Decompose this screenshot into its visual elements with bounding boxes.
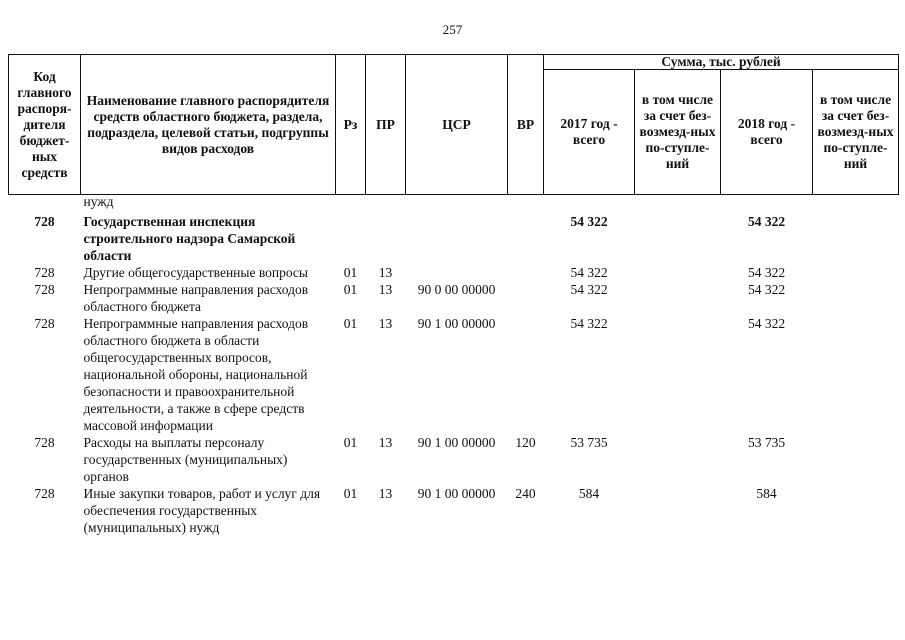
cell-2018-total: 584 xyxy=(756,486,777,501)
cell-pr: 13 xyxy=(378,316,393,331)
cell-2017-grants xyxy=(635,264,721,281)
header-2017-grants: в том числе за счет без-возмезд-ных по-ступле-ний xyxy=(635,70,721,195)
cell-code: 728 xyxy=(34,265,55,280)
cell-csr: 90 1 00 00000 xyxy=(417,435,496,450)
cell-vr xyxy=(508,264,544,281)
header-name: Наименование главного распорядителя средств областного бюджета, раздела, подраздела, целевой статьи, подгруппы видов расходов xyxy=(81,55,336,195)
cell-vr: 240 xyxy=(515,486,536,501)
cell-code: 728 xyxy=(34,214,55,229)
cell-rz: 01 xyxy=(343,282,358,297)
cell-2018-grants xyxy=(813,195,899,210)
cell-2018-total: 54 322 xyxy=(747,282,786,297)
cell-pr: 13 xyxy=(378,265,393,280)
header-code: Код главного распоря-дителя бюджет-ных средств xyxy=(9,55,81,195)
cell-2017-total: 584 xyxy=(578,486,600,501)
cell-rz: 01 xyxy=(343,486,358,501)
cell-code: 728 xyxy=(34,282,55,297)
header-pr: ПР xyxy=(366,55,406,195)
page-number: 257 xyxy=(442,22,463,37)
cell-name: Непрограммные направления расходов областного бюджета в области общегосударственных вопросов, национальной обороны, национальной безопасности и правоохранительной деятельности, а также в сфере средств массовой информации xyxy=(83,316,309,433)
cell-2017-grants xyxy=(635,195,721,210)
cell-2017-grants xyxy=(635,209,721,264)
cell-2018-total: 53 735 xyxy=(747,435,786,450)
cell-2017-total: 54 322 xyxy=(570,316,608,331)
header-rz: Рз xyxy=(336,55,366,195)
cell-csr: 90 1 00 00000 xyxy=(417,316,496,331)
cell-2017-total: 54 322 xyxy=(570,265,608,280)
cell-pr xyxy=(366,195,406,210)
table-header xyxy=(9,55,899,195)
cell-name: Расходы на выплаты персоналу государственных (муниципальных) органов xyxy=(83,435,288,484)
cell-vr xyxy=(508,281,544,315)
cell-2018-total: 54 322 xyxy=(747,265,786,280)
header-csr: ЦСР xyxy=(406,55,508,195)
cell-pr: 13 xyxy=(378,435,393,450)
cell-2017-total: 53 735 xyxy=(570,435,608,450)
cell-code: 728 xyxy=(34,435,55,450)
cell-name: Государственная инспекция строительного надзора Самарской области xyxy=(83,214,296,263)
cell-rz xyxy=(336,195,366,210)
cell-2018-grants xyxy=(813,434,899,485)
cell-name: Непрограммные направления расходов областного бюджета xyxy=(83,282,309,314)
cell-csr xyxy=(406,264,508,281)
table-row xyxy=(9,315,899,434)
cell-2018-grants xyxy=(813,485,899,536)
cell-csr: 90 1 00 00000 xyxy=(417,486,496,501)
cell-2017-grants xyxy=(635,434,721,485)
cell-2018-grants xyxy=(813,281,899,315)
cell-2018-total xyxy=(721,195,813,210)
cell-rz: 01 xyxy=(343,435,358,450)
cell-csr: 90 0 00 00000 xyxy=(417,282,496,297)
table-row xyxy=(9,195,899,210)
cell-pr: 13 xyxy=(378,282,393,297)
cell-2017-grants xyxy=(635,281,721,315)
cell-2018-total: 54 322 xyxy=(747,316,786,331)
table-row xyxy=(9,485,899,536)
cell-csr xyxy=(406,195,508,210)
cell-pr xyxy=(366,209,406,264)
table-row xyxy=(9,434,899,485)
header-2017-total: 2017 год - всего xyxy=(544,70,635,195)
cell-2018-grants xyxy=(813,264,899,281)
cell-csr xyxy=(406,209,508,264)
cell-2018-grants xyxy=(813,209,899,264)
cell-2017-total xyxy=(544,195,635,210)
cell-rz: 01 xyxy=(343,316,358,331)
header-vr: ВР xyxy=(508,55,544,195)
cell-code: 728 xyxy=(34,486,55,501)
table-body xyxy=(9,195,899,537)
cell-2018-total: 54 322 xyxy=(747,214,786,229)
cell-2017-grants xyxy=(635,315,721,434)
cell-vr xyxy=(508,209,544,264)
cell-rz xyxy=(336,209,366,264)
cell-code: 728 xyxy=(34,316,55,331)
cell-name: нужд xyxy=(83,194,114,209)
table-row xyxy=(9,209,899,264)
cell-vr: 120 xyxy=(515,435,536,450)
table-row xyxy=(9,281,899,315)
cell-pr: 13 xyxy=(378,486,393,501)
budget-table xyxy=(8,54,899,536)
cell-2017-total: 54 322 xyxy=(570,282,608,297)
cell-2017-total: 54 322 xyxy=(570,214,608,229)
cell-rz: 01 xyxy=(343,265,358,280)
cell-vr xyxy=(508,195,544,210)
cell-name: Другие общегосударственные вопросы xyxy=(83,265,308,280)
cell-2018-grants xyxy=(813,315,899,434)
cell-code xyxy=(9,195,81,210)
cell-vr xyxy=(508,315,544,434)
header-sum-title: Сумма, тыс. рублей xyxy=(544,55,899,70)
header-2018-grants: в том числе за счет без-возмезд-ных по-ступле-ний xyxy=(813,70,899,195)
header-2018-total: 2018 год - всего xyxy=(721,70,813,195)
table-row xyxy=(9,264,899,281)
cell-2017-grants xyxy=(635,485,721,536)
cell-name: Иные закупки товаров, работ и услуг для обеспечения государственных (муниципальных) нужд xyxy=(83,486,321,535)
